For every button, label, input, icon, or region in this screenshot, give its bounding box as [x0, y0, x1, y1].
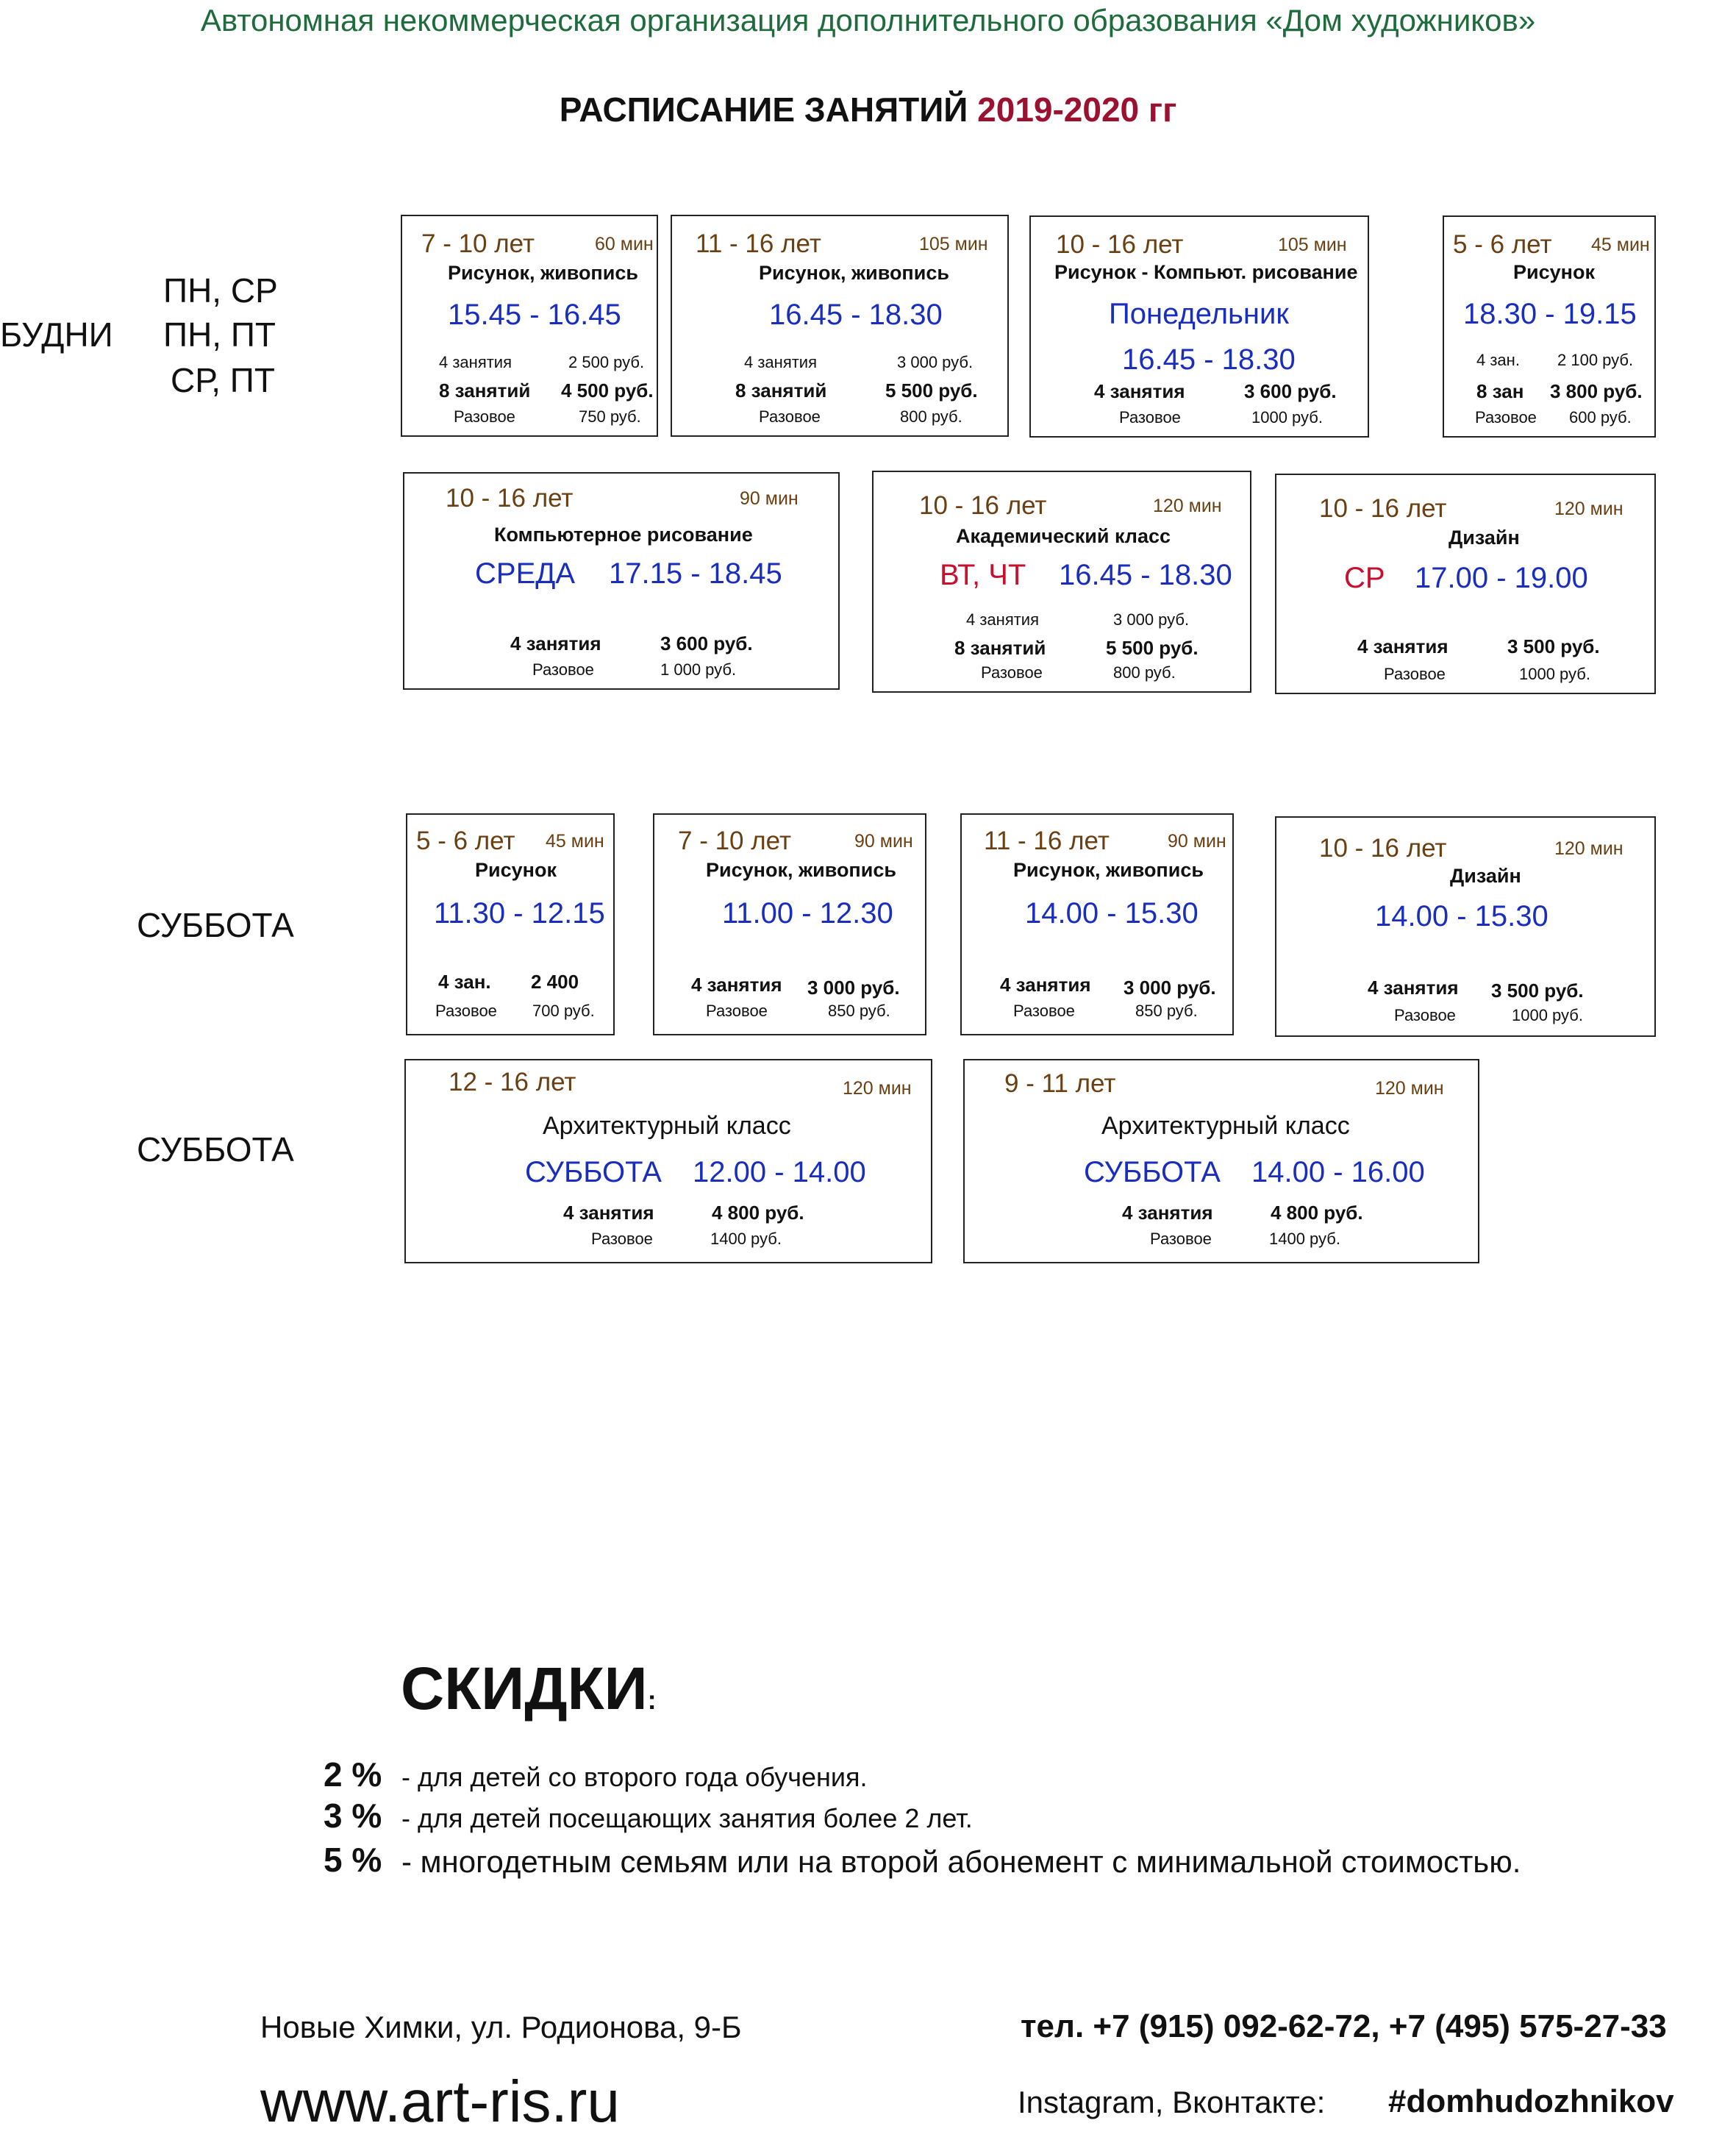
time-slot: 14.00 - 15.30 [1025, 897, 1199, 930]
price-4: 3 500 руб. [1507, 635, 1600, 657]
age-range: 10 - 16 лет [1056, 230, 1184, 259]
title-year: 2019-2020 гг [977, 90, 1177, 129]
price-label-single: Разовое [591, 1230, 653, 1248]
class-card [406, 813, 615, 1035]
price-label-4: 4 занятия [510, 632, 601, 654]
age-range: 11 - 16 лет [984, 827, 1110, 855]
subject: Рисунок [475, 859, 557, 881]
price-single: 850 руб. [1135, 1002, 1198, 1020]
time-slot: 15.45 - 16.45 [448, 299, 621, 331]
price-label-single: Разовое [532, 660, 594, 679]
price-8: 4 500 руб. [561, 379, 654, 402]
price-label-single: Разовое [1475, 408, 1537, 427]
duration: 105 мин [919, 234, 988, 254]
website-link[interactable]: www.art-ris.ru [260, 2069, 620, 2134]
subject: Архитектурный класс [543, 1112, 791, 1140]
price-label-single: Разовое [1150, 1230, 1212, 1248]
price-4: 3 000 руб. [807, 977, 900, 999]
class-card [653, 813, 926, 1035]
discounts-title-text: СКИДКИ [401, 1655, 648, 1722]
phone: тел. +7 (915) 092-62-72, +7 (495) 575-27-33 [1021, 2008, 1667, 2044]
subject: Рисунок, живопись [759, 262, 949, 284]
time-slot: 11.00 - 12.30 [722, 897, 893, 930]
price-single: 1400 руб. [710, 1230, 782, 1248]
price-single: 800 руб. [1113, 663, 1176, 682]
duration: 105 мин [1278, 235, 1347, 255]
social-label: Instagram, Вконтакте: [1018, 2085, 1326, 2119]
age-range: 10 - 16 лет [1319, 834, 1447, 863]
price-label-4: 4 занятия [691, 974, 782, 996]
price-label-4: 4 занятия [744, 353, 818, 371]
price-single: 1000 руб. [1519, 665, 1591, 683]
price-label-single: Разовое [1013, 1002, 1075, 1020]
day: ВТ, ЧТ [940, 559, 1026, 591]
time-slot: 16.45 - 18.30 [1059, 559, 1232, 591]
price-label-single: Разовое [1119, 408, 1181, 427]
price-single: 1000 руб. [1512, 1006, 1584, 1024]
price-label-4: 4 занятия [1368, 977, 1459, 999]
duration: 45 мин [546, 831, 604, 852]
class-card [960, 813, 1234, 1035]
day: СР [1344, 562, 1385, 594]
price-label-4: 4 зан. [438, 971, 491, 993]
age-range: 9 - 11 лет [1004, 1069, 1116, 1098]
duration: 90 мин [854, 831, 913, 852]
subject: Компьютерное рисование [494, 524, 753, 546]
day: СРЕДА [475, 557, 576, 590]
weekdays-day-1: ПН, СР [163, 271, 278, 310]
discount-percent: 5 % [324, 1841, 382, 1879]
price-label-4: 4 занятия [966, 610, 1040, 629]
price-4: 3 600 руб. [660, 632, 753, 654]
class-card [671, 215, 1009, 437]
page-title [0, 90, 1736, 129]
price-label-4: 4 занятия [563, 1202, 654, 1224]
price-4: 4 800 руб. [1271, 1202, 1363, 1224]
subject: Архитектурный класс [1101, 1112, 1350, 1140]
price-4: 3 000 руб. [1124, 977, 1216, 999]
price-4: 3 000 руб. [897, 353, 974, 371]
price-label-4: 4 занятия [1122, 1202, 1213, 1224]
duration: 120 мин [1153, 496, 1222, 516]
price-4: 4 800 руб. [712, 1202, 804, 1224]
price-label-single: Разовое [706, 1002, 768, 1020]
discount-text: - многодетным семьям или на второй абонемент с минимальной стоимостью. [401, 1844, 1521, 1879]
price-single: 1 000 руб. [660, 660, 737, 679]
price-single: 1000 руб. [1251, 408, 1324, 427]
price-label-4: 4 занятия [439, 353, 512, 371]
price-label-4: 4 занятия [1357, 635, 1449, 657]
age-range: 7 - 10 лет [678, 827, 791, 855]
time-slot: 11.30 - 12.15 [434, 897, 605, 930]
class-card [872, 471, 1251, 693]
price-label-single: Разовое [759, 407, 821, 426]
duration: 120 мин [1554, 838, 1624, 859]
time-slot: 14.00 - 15.30 [1375, 900, 1549, 932]
price-label-4: 4 зан. [1476, 351, 1520, 369]
time-slot: 16.45 - 18.30 [769, 299, 943, 331]
subject: Дизайн [1450, 865, 1521, 887]
price-label-single: Разовое [435, 1002, 497, 1020]
subject: Рисунок - Компьют. рисование [1054, 261, 1358, 283]
subject: Дизайн [1449, 527, 1520, 549]
weekdays-day-2: ПН, ПТ [163, 315, 276, 354]
price-label-single: Разовое [981, 663, 1043, 682]
organization-name: Автономная некоммерческая организация дополнительного образования «Дом художников» [200, 3, 1536, 38]
discount-text: - для детей со второго года обучения. [401, 1762, 868, 1792]
price-8: 3 800 руб. [1550, 380, 1643, 402]
age-range: 5 - 6 лет [1453, 230, 1552, 259]
age-range: 12 - 16 лет [449, 1068, 576, 1096]
price-single: 750 руб. [579, 407, 641, 426]
saturday-label-1: СУББОТА [137, 906, 294, 944]
subject: Рисунок [1513, 261, 1595, 283]
price-4: 2 400 [531, 971, 579, 993]
class-card [403, 472, 840, 690]
saturday-label-2: СУББОТА [137, 1130, 294, 1169]
class-card [963, 1059, 1479, 1263]
age-range: 10 - 16 лет [446, 484, 574, 513]
time-slot: 17.15 - 18.45 [609, 557, 782, 590]
price-label-4: 4 занятия [1000, 974, 1091, 996]
price-label-single: Разовое [1394, 1006, 1456, 1024]
price-8: 5 500 руб. [885, 379, 978, 402]
day: СУББОТА [525, 1156, 662, 1188]
age-range: 10 - 16 лет [919, 491, 1047, 520]
weekdays-label: БУДНИ [0, 315, 113, 354]
price-label-8: 8 занятий [439, 379, 531, 402]
price-single: 700 руб. [532, 1002, 595, 1020]
price-single: 600 руб. [1569, 408, 1632, 427]
class-card [1443, 215, 1656, 438]
duration: 90 мин [740, 488, 799, 509]
duration: 90 мин [1168, 831, 1226, 852]
day: СУББОТА [1084, 1156, 1221, 1188]
age-range: 10 - 16 лет [1319, 494, 1447, 523]
price-4: 2 500 руб. [568, 353, 645, 371]
time-slot: 18.30 - 19.15 [1463, 298, 1637, 330]
subject: Рисунок, живопись [1013, 859, 1204, 881]
price-4: 3 500 руб. [1491, 980, 1584, 1002]
weekdays-day-3: СР, ПТ [171, 361, 275, 399]
price-single: 800 руб. [900, 407, 962, 426]
duration: 60 мин [595, 234, 654, 254]
price-label-single: Разовое [1384, 665, 1446, 683]
age-range: 11 - 16 лет [696, 229, 821, 258]
duration: 120 мин [843, 1078, 912, 1099]
class-card [1029, 215, 1369, 438]
time-slot: 12.00 - 14.00 [693, 1156, 866, 1188]
time-slot: 14.00 - 16.00 [1251, 1156, 1425, 1188]
discount-text: - для детей посещающих занятия более 2 лет. [401, 1803, 973, 1833]
price-label-8: 8 занятий [735, 379, 827, 402]
price-label-8: 8 занятий [954, 637, 1046, 659]
price-single: 1400 руб. [1269, 1230, 1341, 1248]
price-label-single: Разовое [454, 407, 515, 426]
discounts-colon: : [647, 1685, 657, 1715]
address: Новые Химки, ул. Родионова, 9-Б [260, 2010, 742, 2044]
day: Понедельник [1109, 298, 1289, 330]
discounts-title [401, 1655, 657, 1724]
age-range: 5 - 6 лет [416, 827, 515, 855]
price-single: 850 руб. [828, 1002, 890, 1020]
price-label-8: 8 зан [1476, 380, 1524, 402]
duration: 120 мин [1554, 499, 1624, 519]
age-range: 7 - 10 лет [421, 229, 535, 258]
discount-percent: 2 % [324, 1755, 382, 1794]
price-4: 3 600 руб. [1244, 380, 1337, 402]
price-4: 2 100 руб. [1557, 351, 1634, 369]
time-slot: 17.00 - 19.00 [1415, 562, 1588, 594]
subject: Академический класс [956, 525, 1171, 547]
duration: 45 мин [1591, 235, 1650, 255]
subject: Рисунок, живопись [448, 262, 638, 284]
class-card [1275, 474, 1656, 694]
price-8: 5 500 руб. [1106, 637, 1199, 659]
discount-percent: 3 % [324, 1797, 382, 1835]
subject: Рисунок, живопись [706, 859, 896, 881]
class-card [401, 215, 658, 437]
hashtag[interactable]: #domhudozhnikov [1388, 2083, 1674, 2119]
class-card [404, 1059, 932, 1263]
title-main: РАСПИСАНИЕ ЗАНЯТИЙ [559, 90, 968, 129]
duration: 120 мин [1375, 1078, 1444, 1099]
price-4: 3 000 руб. [1113, 610, 1190, 629]
time-slot: 16.45 - 18.30 [1122, 343, 1296, 376]
class-card [1275, 816, 1656, 1037]
price-label-4: 4 занятия [1094, 380, 1185, 402]
